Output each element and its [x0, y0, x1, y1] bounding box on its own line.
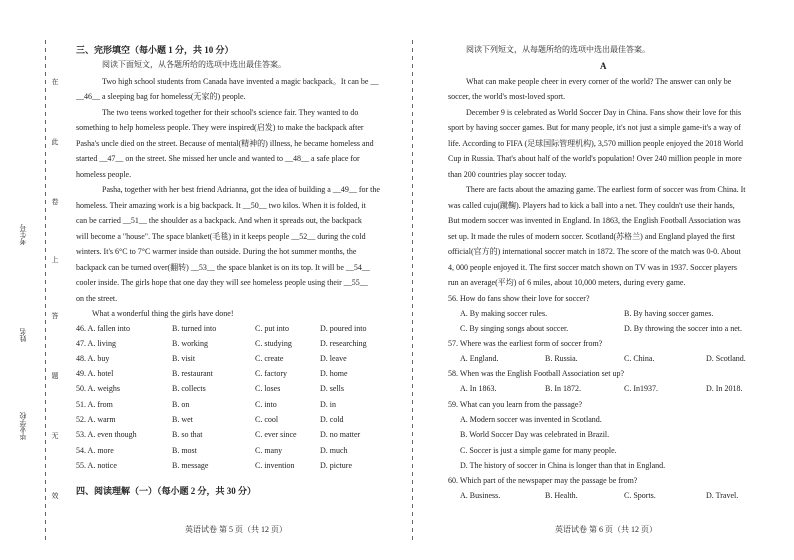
- option[interactable]: D. In 2018.: [706, 384, 743, 393]
- passage-line: __46__ a sleeping bag for homeless(无家的) people.: [76, 92, 246, 101]
- option[interactable]: C. put into: [255, 324, 290, 333]
- option[interactable]: 46. A. fallen into: [76, 324, 130, 333]
- passage-line: winters. It's 6°C to 7°C warmer inside than outside. During the hot summer months, the: [76, 247, 357, 256]
- question-57: 57. Where was the earliest form of soccer from?: [448, 339, 603, 348]
- option[interactable]: B. In 1872.: [545, 384, 581, 393]
- option[interactable]: A. In 1863.: [460, 384, 497, 393]
- passage-line: 4, 000 people enjoyed it. The first soccer match shown on TV was in 1937. Soccer players: [448, 263, 738, 272]
- option[interactable]: B. By having soccer games.: [624, 309, 714, 318]
- seal-char: 效: [51, 492, 59, 500]
- option[interactable]: B. most: [172, 446, 197, 455]
- option[interactable]: D. researching: [320, 339, 367, 348]
- option[interactable]: C. loses: [255, 384, 281, 393]
- question-56: 56. How do fans show their love for soccer?: [448, 294, 590, 303]
- option[interactable]: 50. A. weighs: [76, 384, 120, 393]
- seal-char: 此: [51, 138, 59, 146]
- passage-line: sport by having soccer games. But for many people, it's not just a simple game-it's a way of: [448, 123, 741, 132]
- passage-line: started __47__ on the street. She missed her uncle and wanted to __48__ a safe place for: [76, 154, 360, 163]
- option[interactable]: 52. A. warm: [76, 415, 116, 424]
- option[interactable]: C. In1937.: [624, 384, 658, 393]
- passage-line: on the street.: [76, 294, 118, 303]
- option[interactable]: D. picture: [320, 461, 352, 470]
- option[interactable]: C. Sports.: [624, 491, 656, 500]
- field-exam-number: 考生号: [19, 224, 27, 245]
- option[interactable]: D. Scotland.: [706, 354, 746, 363]
- section-title-reading: 四、阅读理解（一）（每小题 2 分，共 30 分）: [76, 486, 257, 496]
- option[interactable]: D. in: [320, 400, 336, 409]
- passage-line: will become a "house". The space blanket(毛毯) in it keeps people __52__ during the cold: [76, 232, 366, 241]
- option[interactable]: C. into: [255, 400, 277, 409]
- option[interactable]: B. working: [172, 339, 208, 348]
- field-school: 毕业学校: [19, 412, 27, 440]
- passage-line: life. According to FIFA (足球国际管理机构), 3,570 million people enjoyed the 2018 World: [448, 139, 744, 148]
- option[interactable]: 55. A. notice: [76, 461, 117, 470]
- option[interactable]: B. Russia.: [545, 354, 578, 363]
- option[interactable]: B. so that: [172, 430, 203, 439]
- passage-line: can be carried __51__ the shoulder as a backpack. And when it spreads out, the backpack: [76, 216, 362, 225]
- passage-line: The two teens worked together for their school's science fair. They wanted to do: [102, 108, 359, 117]
- passage-line: What a wonderful thing the girls have done!: [92, 309, 234, 318]
- option[interactable]: C. Soccer is just a simple game for many people.: [460, 446, 617, 455]
- seal-char: 无: [51, 432, 59, 440]
- passage-line: What can make people cheer in every corner of the world? The answer can only be: [466, 77, 732, 86]
- option[interactable]: C. By singing songs about soccer.: [460, 324, 569, 333]
- passage-line: December 9 is celebrated as World Soccer Day in China. Fans show their love for this: [466, 108, 742, 117]
- passage-line: was called cuju(蹴鞠). Players had to kick a ball into a net. They couldn't use their hands,: [448, 201, 735, 210]
- option[interactable]: 48. A. buy: [76, 354, 110, 363]
- passage-line: homeless. Their amazing work is a big backpack. It __50__ two kilos. When it is folded, it: [76, 201, 366, 210]
- option[interactable]: B. visit: [172, 354, 196, 363]
- passage-line: set up. It made the rules of modern soccer. Scotland(苏格兰) and England played the first: [448, 232, 736, 241]
- option[interactable]: D. Travel.: [706, 491, 739, 500]
- option[interactable]: B. collects: [172, 384, 206, 393]
- passage-line: homeless people.: [76, 170, 132, 179]
- question-60: 60. Which part of the newspaper may the passage be from?: [448, 476, 638, 485]
- option[interactable]: 53. A. even though: [76, 430, 137, 439]
- option[interactable]: C. invention: [255, 461, 295, 470]
- option[interactable]: B. on: [172, 400, 190, 409]
- option[interactable]: B. wet: [172, 415, 193, 424]
- instruction: 阅读下面短文，从各题所给的选项中选出最佳答案。: [102, 60, 286, 69]
- passage-line: But modern soccer was invented in England. In 1863, the English Football Association was: [448, 216, 741, 225]
- passage-label: A: [600, 61, 607, 71]
- passage-line: than 200 countries play soccer today.: [448, 170, 567, 179]
- passage-line: something to help homeless people. They were inspired(启发) to make the backpack after: [76, 123, 364, 132]
- option[interactable]: B. Health.: [545, 491, 578, 500]
- option[interactable]: C. create: [255, 354, 284, 363]
- option[interactable]: 51. A. from: [76, 400, 113, 409]
- seal-char: 卷: [51, 198, 59, 206]
- seal-char: 题: [51, 372, 59, 380]
- option[interactable]: C. China.: [624, 354, 655, 363]
- option[interactable]: A. England.: [460, 354, 499, 363]
- option[interactable]: D. home: [320, 369, 348, 378]
- option[interactable]: D. leave: [320, 354, 347, 363]
- passage-line: run an average(平均) of 6 miles, about 10,000 meters, during every game.: [448, 278, 686, 287]
- option[interactable]: D. The history of soccer in China is longer than that in England.: [460, 461, 666, 470]
- option[interactable]: C. studying: [255, 339, 292, 348]
- seal-char: 答: [51, 312, 59, 320]
- option[interactable]: D. poured into: [320, 324, 367, 333]
- passage-line: There are facts about the amazing game. The earliest form of soccer was from China. It: [466, 185, 746, 194]
- question-59: 59. What can you learn from the passage?: [448, 400, 583, 409]
- passage-line: backpack can be turned over(翻转) __53__ the space blanket is on its top. It will be __54__: [76, 263, 370, 272]
- option[interactable]: B. turned into: [172, 324, 217, 333]
- option[interactable]: D. cold: [320, 415, 344, 424]
- question-58: 58. When was the English Football Association set up?: [448, 369, 625, 378]
- option[interactable]: C. factory: [255, 369, 287, 378]
- option[interactable]: A. Business.: [460, 491, 501, 500]
- passage-line: official(官方的) international soccer match in 1872. The score of the match was 0-0. About: [448, 247, 741, 256]
- option[interactable]: 49. A. hotel: [76, 369, 114, 378]
- page-footer: 英语试卷 第 5 页（共 12 页）: [185, 525, 287, 534]
- passage-line: Two high school students from Canada have invented a magic backpack。It can be __: [102, 77, 379, 86]
- seal-char: 在: [51, 78, 59, 86]
- section-title-cloze: 三、完形填空（每小题 1 分，共 10 分）: [76, 45, 234, 55]
- option[interactable]: 47. A. living: [76, 339, 117, 348]
- option[interactable]: C. ever since: [255, 430, 297, 439]
- option[interactable]: D. By throwing the soccer into a net.: [624, 324, 742, 333]
- option[interactable]: B. message: [172, 461, 209, 470]
- option[interactable]: C. many: [255, 446, 283, 455]
- page-divider: [412, 40, 413, 540]
- field-name: 姓名: [19, 328, 27, 342]
- option[interactable]: D. no matter: [320, 430, 361, 439]
- option[interactable]: B. World Soccer Day was celebrated in Brazil.: [460, 430, 610, 439]
- page-footer: 英语试卷 第 6 页（共 12 页）: [555, 525, 657, 534]
- passage-line: Pasha's uncle died on the street. Because of mental(精神的) illness, he became homeless and: [76, 139, 374, 148]
- option[interactable]: 54. A. more: [76, 446, 114, 455]
- passage-line: Pasha, together with her best friend Adrianna, got the idea of building a __49__ for the: [102, 185, 380, 194]
- option[interactable]: B. restaurant: [172, 369, 213, 378]
- passage-line: cooler inside. The girls hope that one day they will see homeless people using their __55__: [76, 278, 368, 287]
- passage-line: Cup in Russia. That's about half of the world's population! Over 240 million people in more: [448, 154, 742, 163]
- option[interactable]: D. sells: [320, 384, 344, 393]
- option[interactable]: A. Modern soccer was invented in Scotland.: [460, 415, 602, 424]
- option[interactable]: D. much: [320, 446, 348, 455]
- passage-line: soccer, the world's most-loved sport.: [448, 92, 566, 101]
- instruction: 阅读下列短文，从每题所给的选项中选出最佳答案。: [466, 45, 650, 54]
- option[interactable]: C. cool: [255, 415, 279, 424]
- seal-char: 上: [51, 256, 59, 264]
- option[interactable]: A. By making soccer rules.: [460, 309, 548, 318]
- binding-line: [45, 40, 46, 540]
